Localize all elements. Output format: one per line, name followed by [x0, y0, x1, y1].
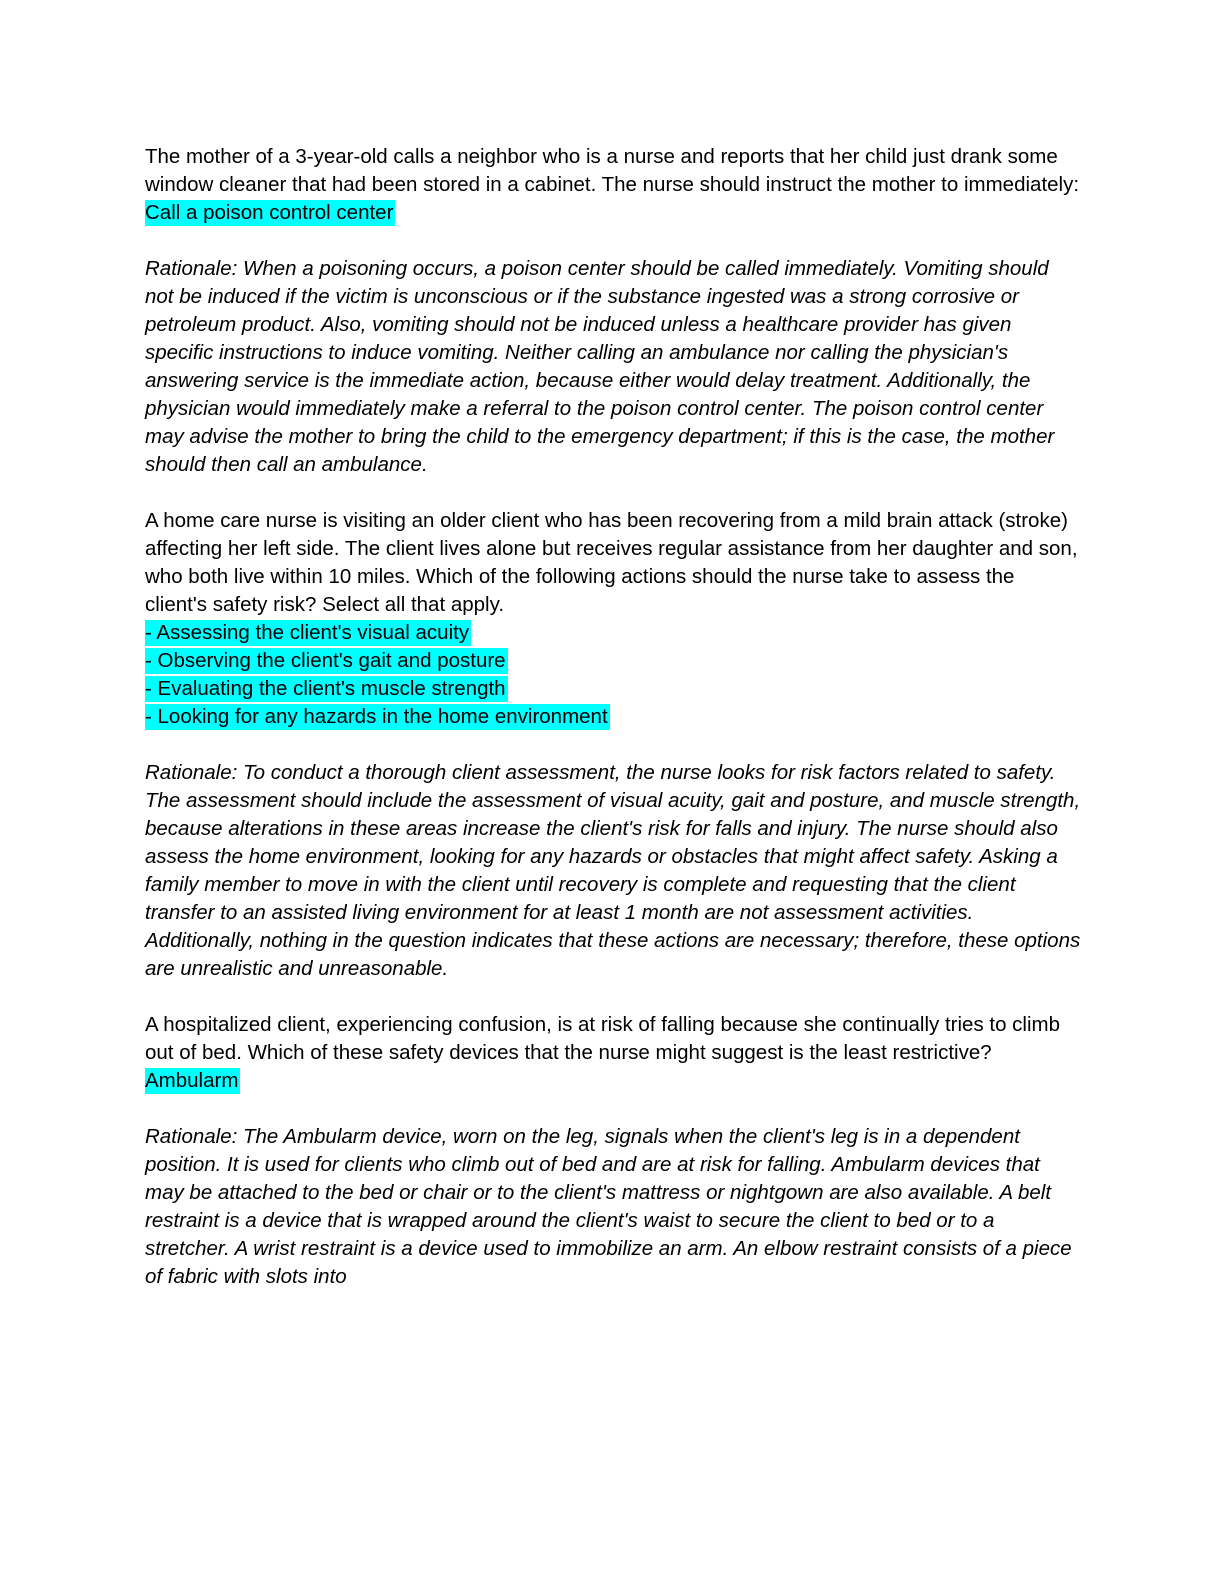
question-block-3	[145, 1011, 1082, 1291]
highlighted-answer: Ambularm	[145, 1069, 239, 1092]
question-1-rationale: Rationale: When a poisoning occurs, a poison center should be called immediately. Vomiting should not be induced if the victim is unconscious or if the substance ingested was a strong corrosive or petroleum product. Also, vomiting should not be induced unless a healthcare provider has given specific instructions to induce vomiting. Neither calling an ambulance nor calling the physician's answering service is the immediate action, because either would delay treatment. Additionally, the physician would immediately make a referral to the poison control center. The poison control center may advise the mother to bring the child to the emergency department; if this is the case, the mother should then call an ambulance.	[145, 257, 1055, 476]
question-1-answer-line	[145, 199, 1082, 227]
highlighted-answer: - Evaluating the client's muscle strength	[145, 677, 506, 700]
highlighted-answer: - Looking for any hazards in the home environment	[145, 705, 608, 728]
question-2-rationale: Rationale: To conduct a thorough client assessment, the nurse looks for risk factors related to safety. The assessment should include the assessment of visual acuity, gait and posture, and muscle strength, because alterations in these areas increase the client's risk for falls and injury. The nurse should also assess the home environment, looking for any hazards or obstacles that might affect safety. Asking a family member to move in with the client until recovery is complete and requesting that the client transfer to an assisted living environment for at least 1 month are not assessment activities. Additionally, nothing in the question indicates that these actions are necessary; therefore, these options are unrealistic and unreasonable.	[145, 761, 1081, 980]
question-2-answer-line	[145, 703, 1082, 731]
question-2-answer-line	[145, 675, 1082, 703]
question-2-answer-line	[145, 647, 1082, 675]
highlighted-answer: - Observing the client's gait and posture	[145, 649, 506, 672]
question-1-text: The mother of a 3-year-old calls a neighbor who is a nurse and reports that her child just drank some window cleaner that had been stored in a cabinet. The nurse should instruct the mother to immediately:	[145, 145, 1080, 196]
highlighted-answer: - Assessing the client's visual acuity	[145, 621, 470, 644]
question-2-text: A home care nurse is visiting an older client who has been recovering from a mild brain attack (stroke) affecting her left side. The client lives alone but receives regular assistance from her daughter and son, who both live within 10 miles. Which of the following actions should the nurse take to assess the client's safety risk? Select all that apply.	[145, 509, 1078, 616]
question-2-answer-line	[145, 619, 1082, 647]
question-3-answer-line	[145, 1067, 1082, 1095]
question-3-rationale: Rationale: The Ambularm device, worn on the leg, signals when the client's leg is in a dependent position. It is used for clients who climb out of bed and are at risk for falling. Ambularm devices that may be attached to the bed or chair or to the client's mattress or nightgown are also available. A belt restraint is a device that is wrapped around the client's waist to secure the client to bed or to a stretcher. A wrist restraint is a device used to immobilize an arm. An elbow restraint consists of a piece of fabric with slots into	[145, 1125, 1072, 1288]
question-block-1	[145, 143, 1082, 479]
question-3-text: A hospitalized client, experiencing confusion, is at risk of falling because she continually tries to climb out of bed. Which of these safety devices that the nurse might suggest is the least restrictive?	[145, 1013, 1061, 1064]
highlighted-answer: Call a poison control center	[145, 201, 394, 224]
question-block-2	[145, 507, 1082, 983]
